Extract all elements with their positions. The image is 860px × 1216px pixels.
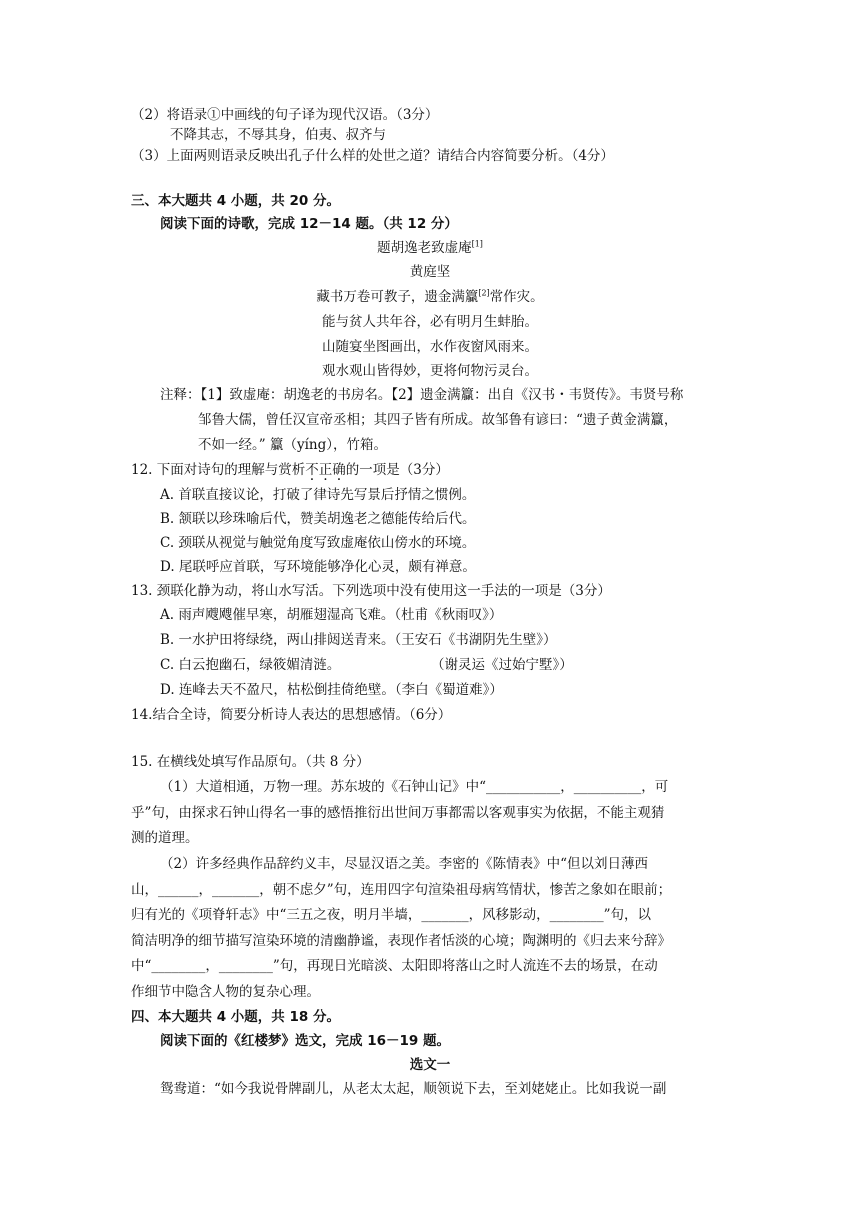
poem-line-2: 能与贫人共年谷，必有明月生蚌胎。 <box>322 314 538 330</box>
annotation-line-3: 不如一经。” 籯（yíng），竹箱。 <box>198 437 387 453</box>
option-12-c: C. 颈联从视觉与触觉角度写致虚庵依山傍水的环境。 <box>160 535 476 551</box>
question-15-1-line-2: 乎”句，由探求石钟山得名一事的感悟推衍出世间万事都需以客观事实为依据，不能主观猜 <box>131 805 665 821</box>
question-14: 14.结合全诗，简要分析诗人表达的思想感情。（6分） <box>131 707 452 723</box>
selection-1-heading: 选文一 <box>409 1057 451 1073</box>
poem-line-4: 观水观山皆得妙，更将何物污灵台。 <box>322 363 538 379</box>
option-13-a: A. 雨声飕飕催早寒，胡雁翅湿高飞难。（杜甫《秋雨叹》） <box>160 607 503 623</box>
section-3-heading: 三、本大题共 4 小题，共 20 分。 <box>131 193 340 209</box>
poem-line-1-part-b: 常作灾。 <box>489 289 544 305</box>
question-11-2: （2）将语录①中画线的句子译为现代汉语。（3分） <box>131 107 439 123</box>
poem-title-note-mark: [1] <box>471 239 483 249</box>
option-13-c-source: （谢灵运《过始宁墅》） <box>431 657 573 673</box>
poem-author: 黄庭坚 <box>409 264 451 280</box>
annotation-line-1: 注释：【1】致虚庵：胡逸老的书房名。【2】遗金满籯：出自《汉书・韦贤传》。韦贤号称 <box>160 387 684 403</box>
poem-title <box>0 238 860 258</box>
emphasis-char: 不 <box>305 462 319 478</box>
poem-line-1-note-mark: [2] <box>478 288 490 298</box>
question-15-1-line-3: 测的道理。 <box>131 830 199 846</box>
question-15-1-line-1: （1）大道相通，万物一理。苏东坡的《石钟山记》中“___________，__________，可 <box>160 779 669 795</box>
emphasis-char: 确 <box>332 462 346 478</box>
question-12 <box>131 460 449 480</box>
section-3-instruction: 阅读下面的诗歌，完成 12－14 题。（共 12 分） <box>160 216 458 232</box>
question-11-3: （3）上面两则语录反映出孔子什么样的处世之道？请结合内容简要分析。（4分） <box>131 148 614 164</box>
section-4-instruction: 阅读下面的《红楼梦》选文，完成 16－19 题。 <box>160 1033 450 1049</box>
option-13-c <box>160 655 573 675</box>
question-15-2-line-3: 归有光的《项脊轩志》中“三五之夜，明月半墙，_______，风移影动，________”句，以 <box>131 907 652 923</box>
emphasis-char: 正 <box>318 462 333 478</box>
question-15-2-line-2: 山，______，_______，朝不虑夕”句，连用四字句渲染祖母病笃情状，惨苦之象如在眼前； <box>131 882 672 898</box>
option-13-c-text: C. 白云抱幽石，绿筱媚清涟。 <box>160 657 341 673</box>
option-12-b: B. 颔联以珍珠喻后代，赞美胡逸老之德能传给后代。 <box>160 511 476 527</box>
selection-1-text: 鸳鸯道：“如今我说骨牌副儿，从老太太起，顺领说下去，至刘姥姥止。比如我说一副 <box>160 1081 667 1097</box>
question-15-2-line-5: 中“________，________”句，再现日光暗淡、太阳即将落山之时人流连不去的场景，在动 <box>131 958 658 974</box>
poem-line-1-part-a: 藏书万卷可教子，遗金满籯 <box>316 289 479 305</box>
question-15-2-line-1: （2）许多经典作品辞约义丰，尽显汉语之美。李密的《陈情表》中“但以刘日薄西 <box>160 856 648 872</box>
option-13-b: B. 一水护田将绿绕，两山排闼送青来。（王安石《书湖阴先生壁》） <box>160 632 557 648</box>
question-15: 15. 在横线处填写作品原句。（共 8 分） <box>131 754 370 770</box>
option-13-d: D. 连峰去天不盈尺，枯松倒挂倚绝壁。（李白《蜀道难》） <box>160 682 503 698</box>
question-15-2-line-4: 简洁明净的细节描写渲染环境的清幽静谧，表现作者恬淡的心境；陶渊明的《归去来兮辞》 <box>131 933 671 949</box>
option-12-d: D. 尾联呼应首联，写环境能够净化心灵，颇有禅意。 <box>160 559 476 575</box>
section-4-heading: 四、本大题共 4 小题，共 18 分。 <box>131 1009 340 1025</box>
poem-title-text: 题胡逸老致虚庵 <box>377 240 472 256</box>
option-12-a: A. 首联直接议论，打破了律诗先写景后抒情之惯例。 <box>160 487 476 503</box>
question-12-stem-end: 的一项是（3分） <box>345 462 449 478</box>
question-15-2-line-6: 作细节中隐含人物的复杂心理。 <box>131 984 320 1000</box>
question-12-stem: 12. 下面对诗句的理解与赏析 <box>131 462 306 478</box>
annotation-line-2: 邹鲁大儒，曾任汉宣帝丞相；其四子皆有所成。故邹鲁有谚曰：“遗子黄金满籯， <box>198 412 678 428</box>
quoted-sentence: 不降其志，不辱其身，伯夷、叔齐与 <box>170 127 386 143</box>
poem-line-3: 山随宴坐图画出，水作夜窗风雨来。 <box>322 339 538 355</box>
question-13: 13. 颈联化静为动，将山水写活。下列选项中没有使用这一手法的一项是（3分） <box>131 583 611 599</box>
poem-line-1 <box>0 287 860 307</box>
